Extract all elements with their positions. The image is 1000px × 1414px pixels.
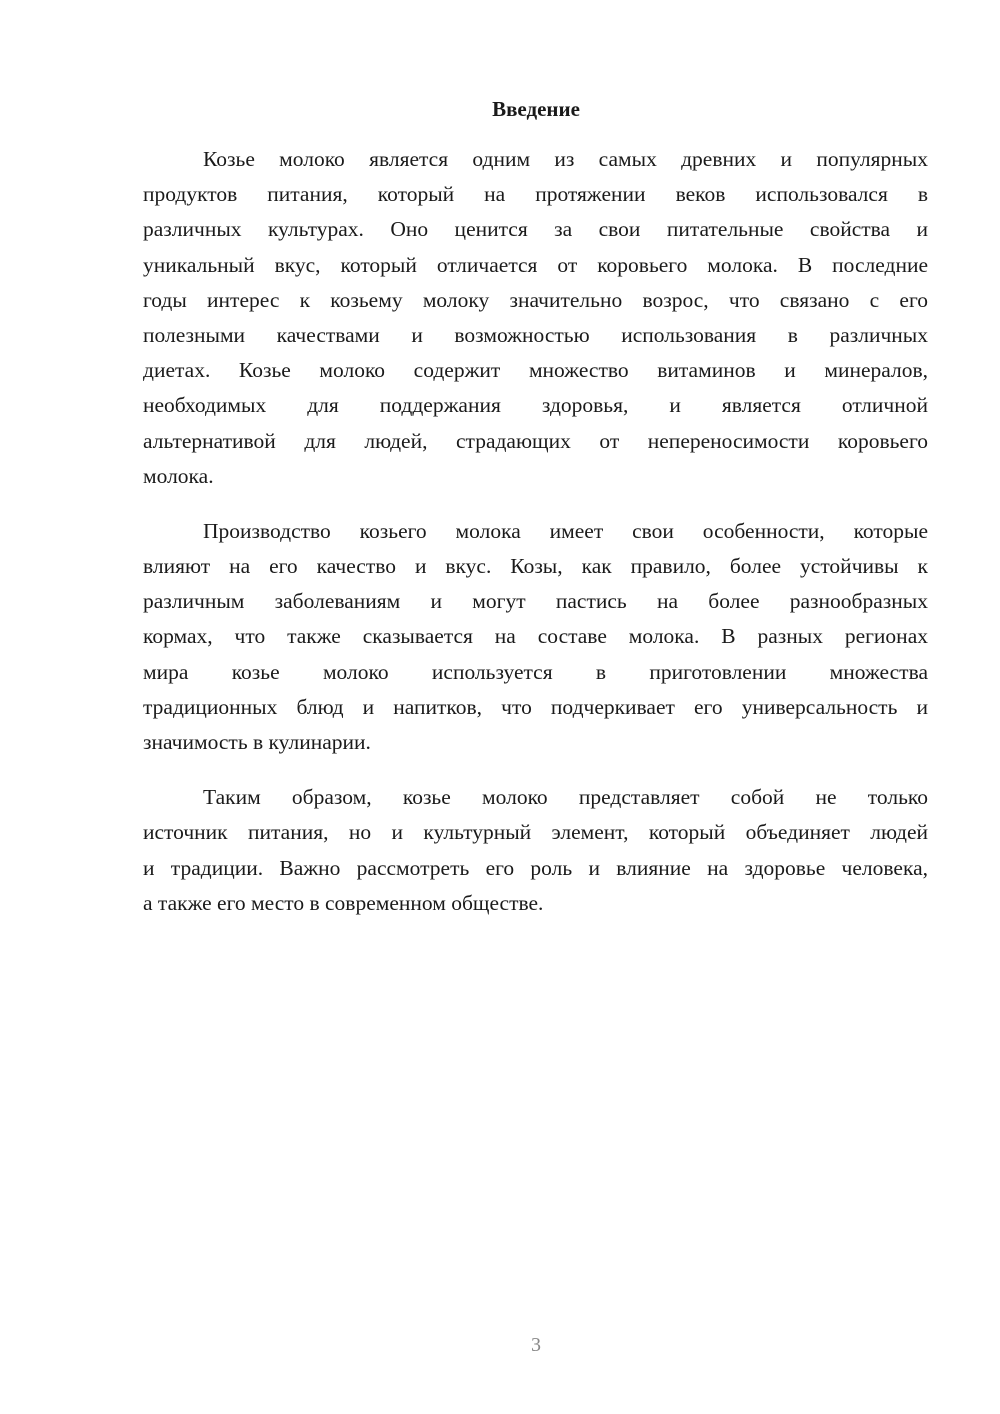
document-body [143, 142, 928, 941]
paragraph-line: Производство козьего молока имеет свои особенности, которые [203, 518, 928, 543]
paragraph [143, 514, 928, 760]
paragraph-line: полезными качествами и возможностью использования в различных [143, 322, 928, 347]
paragraph-line: мира козье молоко используется в приготовлении множества [143, 659, 928, 684]
paragraph-line: годы интерес к козьему молоку значительно возрос, что связано с его [143, 287, 928, 312]
paragraph-line: необходимых для поддержания здоровья, и является отличной [143, 393, 928, 418]
paragraph [143, 780, 928, 921]
paragraph-line: продуктов питания, который на протяжении веков использовался в [143, 182, 928, 207]
page-number: 3 [531, 1334, 541, 1356]
paragraph-line: диетах. Козье молоко содержит множество витаминов и минералов, [143, 358, 928, 383]
paragraph-line: Козье молоко является одним из самых древних и популярных [203, 147, 928, 171]
paragraph-line: и традиции. Важно рассмотреть его роль и влияние на здоровье человека, [143, 855, 928, 880]
paragraph-line: молока. [143, 463, 214, 488]
paragraph-line: источник питания, но и культурный элемент, который объединяет людей [143, 820, 928, 845]
paragraph-line: значимость в кулинарии. [143, 730, 371, 754]
paragraph-line: традиционных блюд и напитков, что подчеркивает его универсальность и [143, 694, 928, 719]
paragraph-line: различных культурах. Оно ценится за свои питательные свойства и [143, 217, 928, 242]
paragraph-line: уникальный вкус, который отличается от коровьего молока. В последние [143, 252, 928, 277]
section-title: Введение [492, 97, 580, 121]
paragraph-line: влияют на его качество и вкус. Козы, как правило, более устойчивы к [143, 554, 928, 579]
paragraph-line: различным заболеваниям и могут пастись на более разнообразных [143, 589, 928, 614]
paragraph-line: альтернативой для людей, страдающих от непереносимости коровьего [143, 428, 928, 453]
paragraph-line: а также его место в современном обществе. [143, 890, 544, 915]
paragraph-line: Таким образом, козье молоко представляет собой не только [203, 785, 928, 810]
paragraph-line: кормах, что также сказывается на составе молока. В разных регионах [143, 624, 928, 649]
paragraph [143, 142, 928, 494]
